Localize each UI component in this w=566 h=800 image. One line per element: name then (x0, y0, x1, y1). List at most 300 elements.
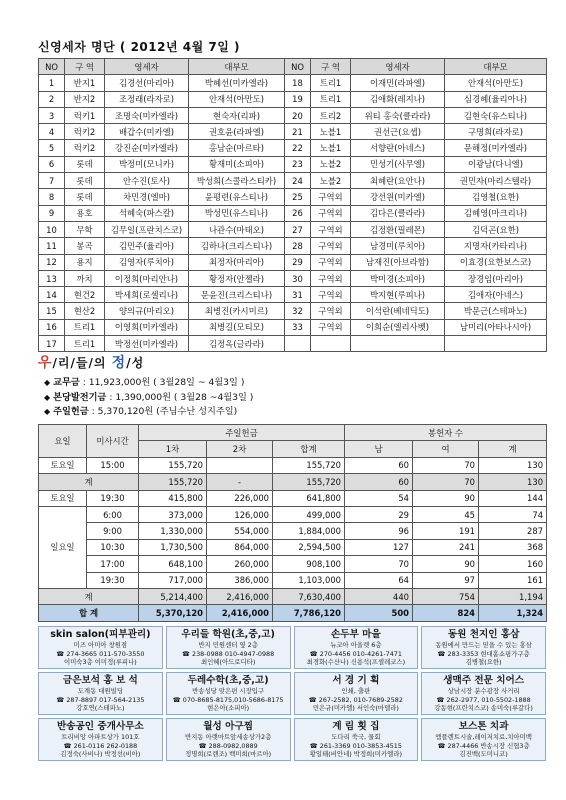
day-cell: 토요일 (39, 457, 87, 473)
table-row (39, 156, 547, 172)
sun-row (39, 506, 547, 522)
ad-card (38, 626, 163, 669)
ad-line: 강호연(스테파노) (76, 704, 125, 713)
table-cell: 구역외 (311, 287, 351, 303)
ad-line: ☎ 238-0988 010-4947-0988 (182, 649, 275, 658)
table-cell: 1,103,000 (273, 572, 345, 588)
ad-line: ☎ 261-0116 262-0188 (63, 741, 138, 750)
ad-title: 생맥주 전문 치어스 (443, 675, 525, 686)
table-cell (311, 336, 351, 352)
advertisement-grid (38, 626, 546, 761)
ad-line: ☎ 267-2582, 010-7689-2582 (308, 695, 403, 704)
day-cell: 일요일 (39, 506, 87, 588)
table-row (39, 238, 547, 254)
female-header: 여 (413, 441, 479, 457)
ad-line: ☎ 262-2977, 010-5502-1888 (436, 695, 531, 704)
table-cell: 1 (39, 75, 65, 91)
table-cell: 7 (39, 173, 65, 189)
ad-card (294, 672, 419, 715)
ad-line: 민은규(미카엘) 서인숙(마델라) (312, 704, 399, 713)
table-cell: 노블2 (311, 173, 351, 189)
ad-line: ☎ 287-4466 반송시장 신협3층 (437, 741, 530, 750)
table-cell: 160 (479, 556, 547, 572)
table-cell: 박지현(루피나) (351, 287, 445, 303)
table-cell: 9 (39, 205, 65, 221)
table-cell: 126,000 (207, 506, 273, 522)
table-cell: 717,000 (139, 572, 207, 588)
table-row (39, 140, 547, 156)
ad-line: 현은아(소피아) (207, 704, 250, 713)
sun-row (39, 523, 547, 539)
table-cell: 864,000 (207, 539, 273, 555)
ad-line: ☎ 070-8685-8175,010-5686-8175 (172, 695, 284, 704)
table-cell: 19 (285, 91, 311, 107)
table-cell: 3 (39, 107, 65, 123)
table-cell: 33 (285, 319, 311, 335)
table-cell: 김정옥(글라라) (189, 336, 285, 352)
table-cell: 구역외 (311, 254, 351, 270)
table-cell: 박성희(스콜라스티카) (189, 173, 285, 189)
table-cell: 499,000 (273, 506, 345, 522)
table-cell: 1,884,000 (273, 523, 345, 539)
ad-line: 도다리 쑥국, 물회 (331, 733, 381, 741)
table-cell: 위티 홍숙(클라라) (351, 107, 445, 123)
ad-card (421, 718, 546, 761)
ad-line: ☎ 274-3665 011-570-3550 (56, 649, 145, 658)
table-row (39, 124, 547, 140)
table-cell: 까치 (65, 270, 105, 286)
table-cell: 16 (39, 319, 65, 335)
ad-title: 반송공인 중개사무소 (57, 721, 144, 732)
table-cell: 이석란(베네딕도) (351, 303, 445, 319)
table-cell: 럭키2 (65, 124, 105, 140)
sun-row (39, 556, 547, 572)
table-cell: 강선원(미카엘) (351, 189, 445, 205)
table-cell: 롯데 (65, 156, 105, 172)
table-cell: 25 (285, 189, 311, 205)
table-cell: 강진순(미카엘라) (105, 140, 189, 156)
ad-line: 인쇄, 출판 (341, 687, 371, 695)
table-cell: 김무일(프란치스코) (105, 221, 189, 237)
table-cell: 조정래(라자로) (105, 91, 189, 107)
table-cell: 373,000 (139, 506, 207, 522)
table-cell: 2,594,500 (273, 539, 345, 555)
table-cell: 용호 (65, 205, 105, 221)
table-cell: 노블2 (311, 156, 351, 172)
table-cell: 트리1 (65, 319, 105, 335)
table-cell: 나관수(마태오) (189, 221, 285, 237)
table-cell: 96 (345, 523, 413, 539)
table-row (39, 319, 547, 335)
table-cell: 럭키1 (65, 107, 105, 123)
table-cell: 김애자(아네스) (445, 287, 547, 303)
table-cell: 5 (39, 140, 65, 156)
table-cell: 구역외 (311, 238, 351, 254)
development-fund-line: ◆ 본당발전기금 : 1,390,000원 ( 3월28 ~4월3일 ) (44, 391, 254, 403)
table-cell: 15 (39, 303, 65, 319)
header-cell: 대부모 (189, 59, 285, 75)
ad-title: 서 경 기 획 (332, 675, 380, 686)
table-cell: 31 (285, 287, 311, 303)
table-cell: 386,000 (207, 572, 273, 588)
table-row (39, 205, 547, 221)
table-cell: 구역외 (311, 221, 351, 237)
baptism-table (38, 58, 547, 352)
table-cell: 이재민(라파엘) (351, 75, 445, 91)
table-cell: 127 (345, 539, 413, 555)
ad-title: 보스톤 치과 (458, 721, 509, 732)
table-cell: 차민경(엘마) (105, 189, 189, 205)
table-cell: 서향란(아네스) (351, 140, 445, 156)
table-cell: 최정자(마리아) (189, 254, 285, 270)
table-row (39, 287, 547, 303)
table-cell: 908,100 (273, 556, 345, 572)
ad-card (166, 672, 291, 715)
ad-title: 월성 아구찜 (203, 721, 253, 732)
table-cell: 구역외 (311, 270, 351, 286)
table-cell: 박미경(소피아) (351, 270, 445, 286)
table-cell: 6 (39, 156, 65, 172)
table-cell: 구역외 (311, 303, 351, 319)
table-row (39, 75, 547, 91)
ad-line: 반지 민원센터 옆 2층 (198, 641, 258, 649)
table-cell: 13 (39, 270, 65, 286)
table-cell: 이영희(미카엘라) (105, 319, 189, 335)
table-cell: 황재미(소피아) (189, 156, 285, 172)
ad-line: ☎ 261-3369 010-3853-4515 (309, 741, 402, 750)
offering-summary (44, 376, 253, 420)
table-cell: 구명희(라자로) (445, 124, 547, 140)
table-cell: 191 (413, 523, 479, 539)
table-cell: 박세희(로셀리나) (105, 287, 189, 303)
table-cell: 90 (413, 556, 479, 572)
ad-title: 우리들 학원(초,중,고) (181, 629, 275, 640)
ad-line: 최인혜(아드로디타) (200, 658, 256, 667)
table-cell: 구역외 (311, 319, 351, 335)
table-cell: 19:30 (87, 572, 139, 588)
table-cell: 노블1 (311, 124, 351, 140)
ad-title: 두레수학(초,중,고) (187, 675, 269, 686)
table-cell: 20 (285, 107, 311, 123)
table-cell: 김영철(요한) (445, 189, 547, 205)
table-cell: 26 (285, 205, 311, 221)
sum-header: 합계 (273, 441, 345, 457)
table-cell (445, 336, 547, 352)
table-cell: 윤평련(유스티나) (189, 189, 285, 205)
ad-card (294, 718, 419, 761)
header-cell: 영세자 (105, 59, 189, 75)
ad-line: 미즈 아미아 창원점 (73, 641, 128, 649)
table-cell: 조명숙(미카엘라) (105, 107, 189, 123)
baptism-list-title: 신영세자 명단 ( 2012년 4월 7일 ) (38, 40, 240, 54)
ad-card (421, 672, 546, 715)
sat-row-1: 토요일 15:00 155,720 155,720 60 70 130 (39, 457, 547, 473)
table-cell: 안수진(토사) (105, 173, 189, 189)
table-cell: 최병길(모티모) (189, 319, 285, 335)
ad-line: ☎ 287-8897 017-564-2135 (56, 695, 145, 704)
table-cell (351, 336, 445, 352)
table-cell: 30 (285, 270, 311, 286)
title-char: 리 (57, 356, 70, 370)
table-cell: 권선근(요셉) (351, 124, 445, 140)
sun-subtotal-row: 계 5,214,400 2,416,000 7,630,400 440 754 1,194 (39, 588, 547, 604)
ad-title: 계 림 횟 집 (332, 721, 380, 732)
attend-header: 봉헌자 수 (345, 425, 547, 441)
ad-card (166, 626, 291, 669)
ad-line: 최경화(수산나) 신용석(프셀레코스) (306, 658, 406, 667)
table-cell: 17:00 (87, 556, 139, 572)
table-cell: 안재석(아만도) (445, 75, 547, 91)
table-cell: 32 (285, 303, 311, 319)
table-cell: 4 (39, 124, 65, 140)
table-cell: 10 (39, 221, 65, 237)
ad-line: 김정숙(사비나) 박정선(비아) (60, 750, 141, 759)
title-char: / (88, 356, 93, 370)
table-cell: 21 (285, 124, 311, 140)
title-char: / (70, 356, 75, 370)
second-header: 2차 (207, 441, 273, 457)
table-cell: 봉곡 (65, 238, 105, 254)
tuition-line: ◆ 교무금 : 11,923,000원 ( 3월28일 ~ 4월3일 ) (44, 377, 245, 388)
table-cell: 이효경(요한보스코) (445, 254, 547, 270)
table-cell: 11 (39, 238, 65, 254)
table-cell: 문해정(미카엘라) (445, 140, 547, 156)
offering-section-title (38, 352, 144, 372)
ad-line: 상남시장 분수광장 사거리 (447, 687, 520, 695)
table-cell: 구역외 (311, 189, 351, 205)
table-cell: 1,330,000 (139, 523, 207, 539)
table-cell: 양의규(마리오) (105, 303, 189, 319)
table-cell: 권민자(마리스텔라) (445, 173, 547, 189)
title-char (106, 356, 110, 370)
header-cell: 영세자 (351, 59, 445, 75)
ad-line: 이미숙3층 이미정(루피나) (63, 658, 137, 667)
table-cell: 장경임(마리아) (445, 270, 547, 286)
ad-line: 엠플렌트시술,레이저치료,치아미백 (435, 733, 532, 741)
table-row (39, 336, 547, 352)
table-cell: 28 (285, 238, 311, 254)
table-cell: 트리1 (65, 336, 105, 352)
table-cell: 홍남순(마르타) (189, 140, 285, 156)
table-cell: 배갑수(미카엘) (105, 124, 189, 140)
attendance-table (38, 424, 547, 622)
header-cell: 구 역 (311, 59, 351, 75)
table-cell: 구역외 (311, 205, 351, 221)
table-cell: 10:30 (87, 539, 139, 555)
table-cell: 박정미(모니카) (105, 156, 189, 172)
table-cell: 김현숙(유스티나) (445, 107, 547, 123)
table-cell: 64 (345, 572, 413, 588)
table-cell: 17 (39, 336, 65, 352)
grand-total-row: 합 계 5,370,120 2,416,000 7,786,120 500 824 1,324 (39, 605, 547, 621)
table-row (39, 270, 547, 286)
total-header: 계 (479, 441, 547, 457)
table-cell: 문윤진(크리스티나) (189, 287, 285, 303)
table-cell: 박정선(미카엘라) (105, 336, 189, 352)
table-cell: 지명자(카타리나) (445, 238, 547, 254)
table-cell: 이정희(마리안나) (105, 270, 189, 286)
ad-line: ☎ 288-0982,0889 (198, 741, 258, 750)
table-cell: 용지 (65, 254, 105, 270)
collection-header: 주일헌금 (139, 425, 345, 441)
table-cell: 161 (479, 572, 547, 588)
table-row (39, 254, 547, 270)
table-cell: 현숙자(리파) (189, 107, 285, 123)
table-cell: 민성기(사무엘) (351, 156, 445, 172)
table-cell: 이희순(엘리사벳) (351, 319, 445, 335)
title-char: / (126, 356, 131, 370)
ad-card (294, 626, 419, 669)
table-cell: 현산2 (65, 303, 105, 319)
table-cell: 박혜선(미카엘라) (189, 75, 285, 91)
header-cell: 구 역 (65, 59, 105, 75)
table-cell (285, 336, 311, 352)
table-cell: 1,730,500 (139, 539, 207, 555)
table-cell: 9:00 (87, 523, 139, 539)
table-cell: 27 (285, 221, 311, 237)
table-cell: 70 (345, 556, 413, 572)
title-char: 우 (38, 355, 52, 371)
table-cell: 260,000 (207, 556, 273, 572)
table-cell: 반지2 (65, 91, 105, 107)
table-cell: 남미리(아타나시아) (445, 319, 547, 335)
table-cell: 12 (39, 254, 65, 270)
header-cell: NO (39, 59, 65, 75)
ad-title: 손두부 마을 (331, 629, 381, 640)
table-cell: 김애화(레지나) (351, 91, 445, 107)
title-char: 의 (93, 356, 106, 370)
sat-row-2: 토요일 19:30 415,800 226,000 641,800 54 90 144 (39, 490, 547, 506)
table-cell: 트리1 (311, 75, 351, 91)
table-cell: 박문근(스테파노) (445, 303, 547, 319)
table-cell: 심경혜(율리아나) (445, 91, 547, 107)
ad-title: skin salon(피부관리) (50, 629, 151, 640)
table-cell: 트리2 (311, 107, 351, 123)
table-cell: 이광남(다니엘) (445, 156, 547, 172)
table-cell: 24 (285, 173, 311, 189)
ad-line: 동원에서 만드는 믿을 수 있는 홍삼 (435, 641, 532, 649)
ad-title: 동원 천지인 홍삼 (447, 629, 520, 640)
table-cell: 박성민(유스티나) (189, 205, 285, 221)
table-cell: 김민주(율리아) (105, 238, 189, 254)
ad-line: ☎ 270-4456 010-4261-7471 (309, 649, 402, 658)
table-cell: 최병진(카시미르) (189, 303, 285, 319)
table-cell: 241 (413, 539, 479, 555)
table-cell: 648,100 (139, 556, 207, 572)
table-cell: 김영자(루치아) (105, 254, 189, 270)
table-row (39, 303, 547, 319)
table-cell: 반지1 (65, 75, 105, 91)
table-cell: 롯데 (65, 173, 105, 189)
ad-card (166, 718, 291, 761)
ad-card (38, 672, 163, 715)
ad-card (421, 626, 546, 669)
ad-line: 뉴코아 아울렛 6층 (330, 641, 382, 649)
title-char: 정 (111, 355, 126, 371)
sunday-collection-line: ◆ 주일헌금 : 5,370,120원 (주님수난 성지주일) (44, 406, 238, 417)
table-cell: 29 (345, 506, 413, 522)
table-cell: 안재석(아만도) (189, 91, 285, 107)
table-cell: 노블1 (311, 140, 351, 156)
table-cell: 29 (285, 254, 311, 270)
table-cell: 황정자(안젤라) (189, 270, 285, 286)
table-cell: 2 (39, 91, 65, 107)
ad-line: 반지동 아랫마트앞세송상가2층 (184, 733, 272, 741)
ad-line: ☎ 283-3353 현대홈쇼핑가구층 (437, 649, 530, 658)
table-cell: 23 (285, 156, 311, 172)
ad-line: 김진백(도미니코) (459, 750, 508, 759)
ad-line: 도계동 대원빌딩 (77, 687, 123, 695)
table-cell: 97 (413, 572, 479, 588)
table-cell: 22 (285, 140, 311, 156)
table-cell: 무학 (65, 221, 105, 237)
ad-line: 정명희(로렌조) 백미희(마르아) (185, 750, 272, 759)
header-cell: NO (285, 59, 311, 75)
ad-line: 반송성당 맞은편 시장입구 (192, 687, 265, 695)
day-cell: 토요일 (39, 490, 87, 506)
table-cell: 남경미(루치아) (351, 238, 445, 254)
table-cell: 74 (479, 506, 547, 522)
first-header: 1차 (139, 441, 207, 457)
sun-row (39, 572, 547, 588)
ad-line: 강동현(프란치스코) 송미숙(루갈다) (434, 704, 533, 713)
table-cell: 8 (39, 189, 65, 205)
table-cell: 18 (285, 75, 311, 91)
table-cell: 김하나(크리스티나) (189, 238, 285, 254)
table-cell: 럭키2 (65, 140, 105, 156)
title-char: / (52, 356, 57, 370)
table-cell: 6:00 (87, 506, 139, 522)
title-char: 성 (131, 356, 144, 370)
table-cell: 최혜란(요안나) (351, 173, 445, 189)
table-row (39, 221, 547, 237)
ad-line: 김병철(요한) (465, 658, 502, 667)
baptism-table-header (39, 59, 547, 75)
table-row (39, 107, 547, 123)
table-cell: 368 (479, 539, 547, 555)
table-cell: 554,000 (207, 523, 273, 539)
table-row (39, 173, 547, 189)
male-header: 남 (345, 441, 413, 457)
table-cell: 김경선(마리아) (105, 75, 189, 91)
table-cell: 남재진(아브라함) (351, 254, 445, 270)
table-row (39, 189, 547, 205)
table-cell: 14 (39, 287, 65, 303)
time-header: 미사시간 (87, 425, 139, 458)
header-cell: 대부모 (445, 59, 547, 75)
ad-card (38, 718, 163, 761)
table-cell: 김정환(필레몬) (351, 221, 445, 237)
sun-row (39, 539, 547, 555)
ad-title: 금은보석 홍 보 석 (62, 675, 138, 686)
table-cell: 김혜영(마크리나) (445, 205, 547, 221)
table-cell: 권호윤(라파엘) (189, 124, 285, 140)
table-cell: 트리1 (311, 91, 351, 107)
table-cell: 김다은(클라라) (351, 205, 445, 221)
table-cell: 현건2 (65, 287, 105, 303)
table-cell: 석혜숙(파스칼) (105, 205, 189, 221)
title-char: 들 (75, 356, 88, 370)
table-row (39, 91, 547, 107)
sat-subtotal-row: 계 155,720 - 155,720 60 70 130 (39, 474, 547, 490)
table-cell: 45 (413, 506, 479, 522)
ad-line: 황일태(비안네) 박정희(미카엘라) (309, 750, 402, 759)
table-cell: 롯데 (65, 189, 105, 205)
table-cell: 287 (479, 523, 547, 539)
table-cell: 김덕곤(요한) (445, 221, 547, 237)
ad-line: 트리비앙 아파트상가 101호 (61, 733, 140, 741)
day-header: 요일 (39, 425, 87, 458)
